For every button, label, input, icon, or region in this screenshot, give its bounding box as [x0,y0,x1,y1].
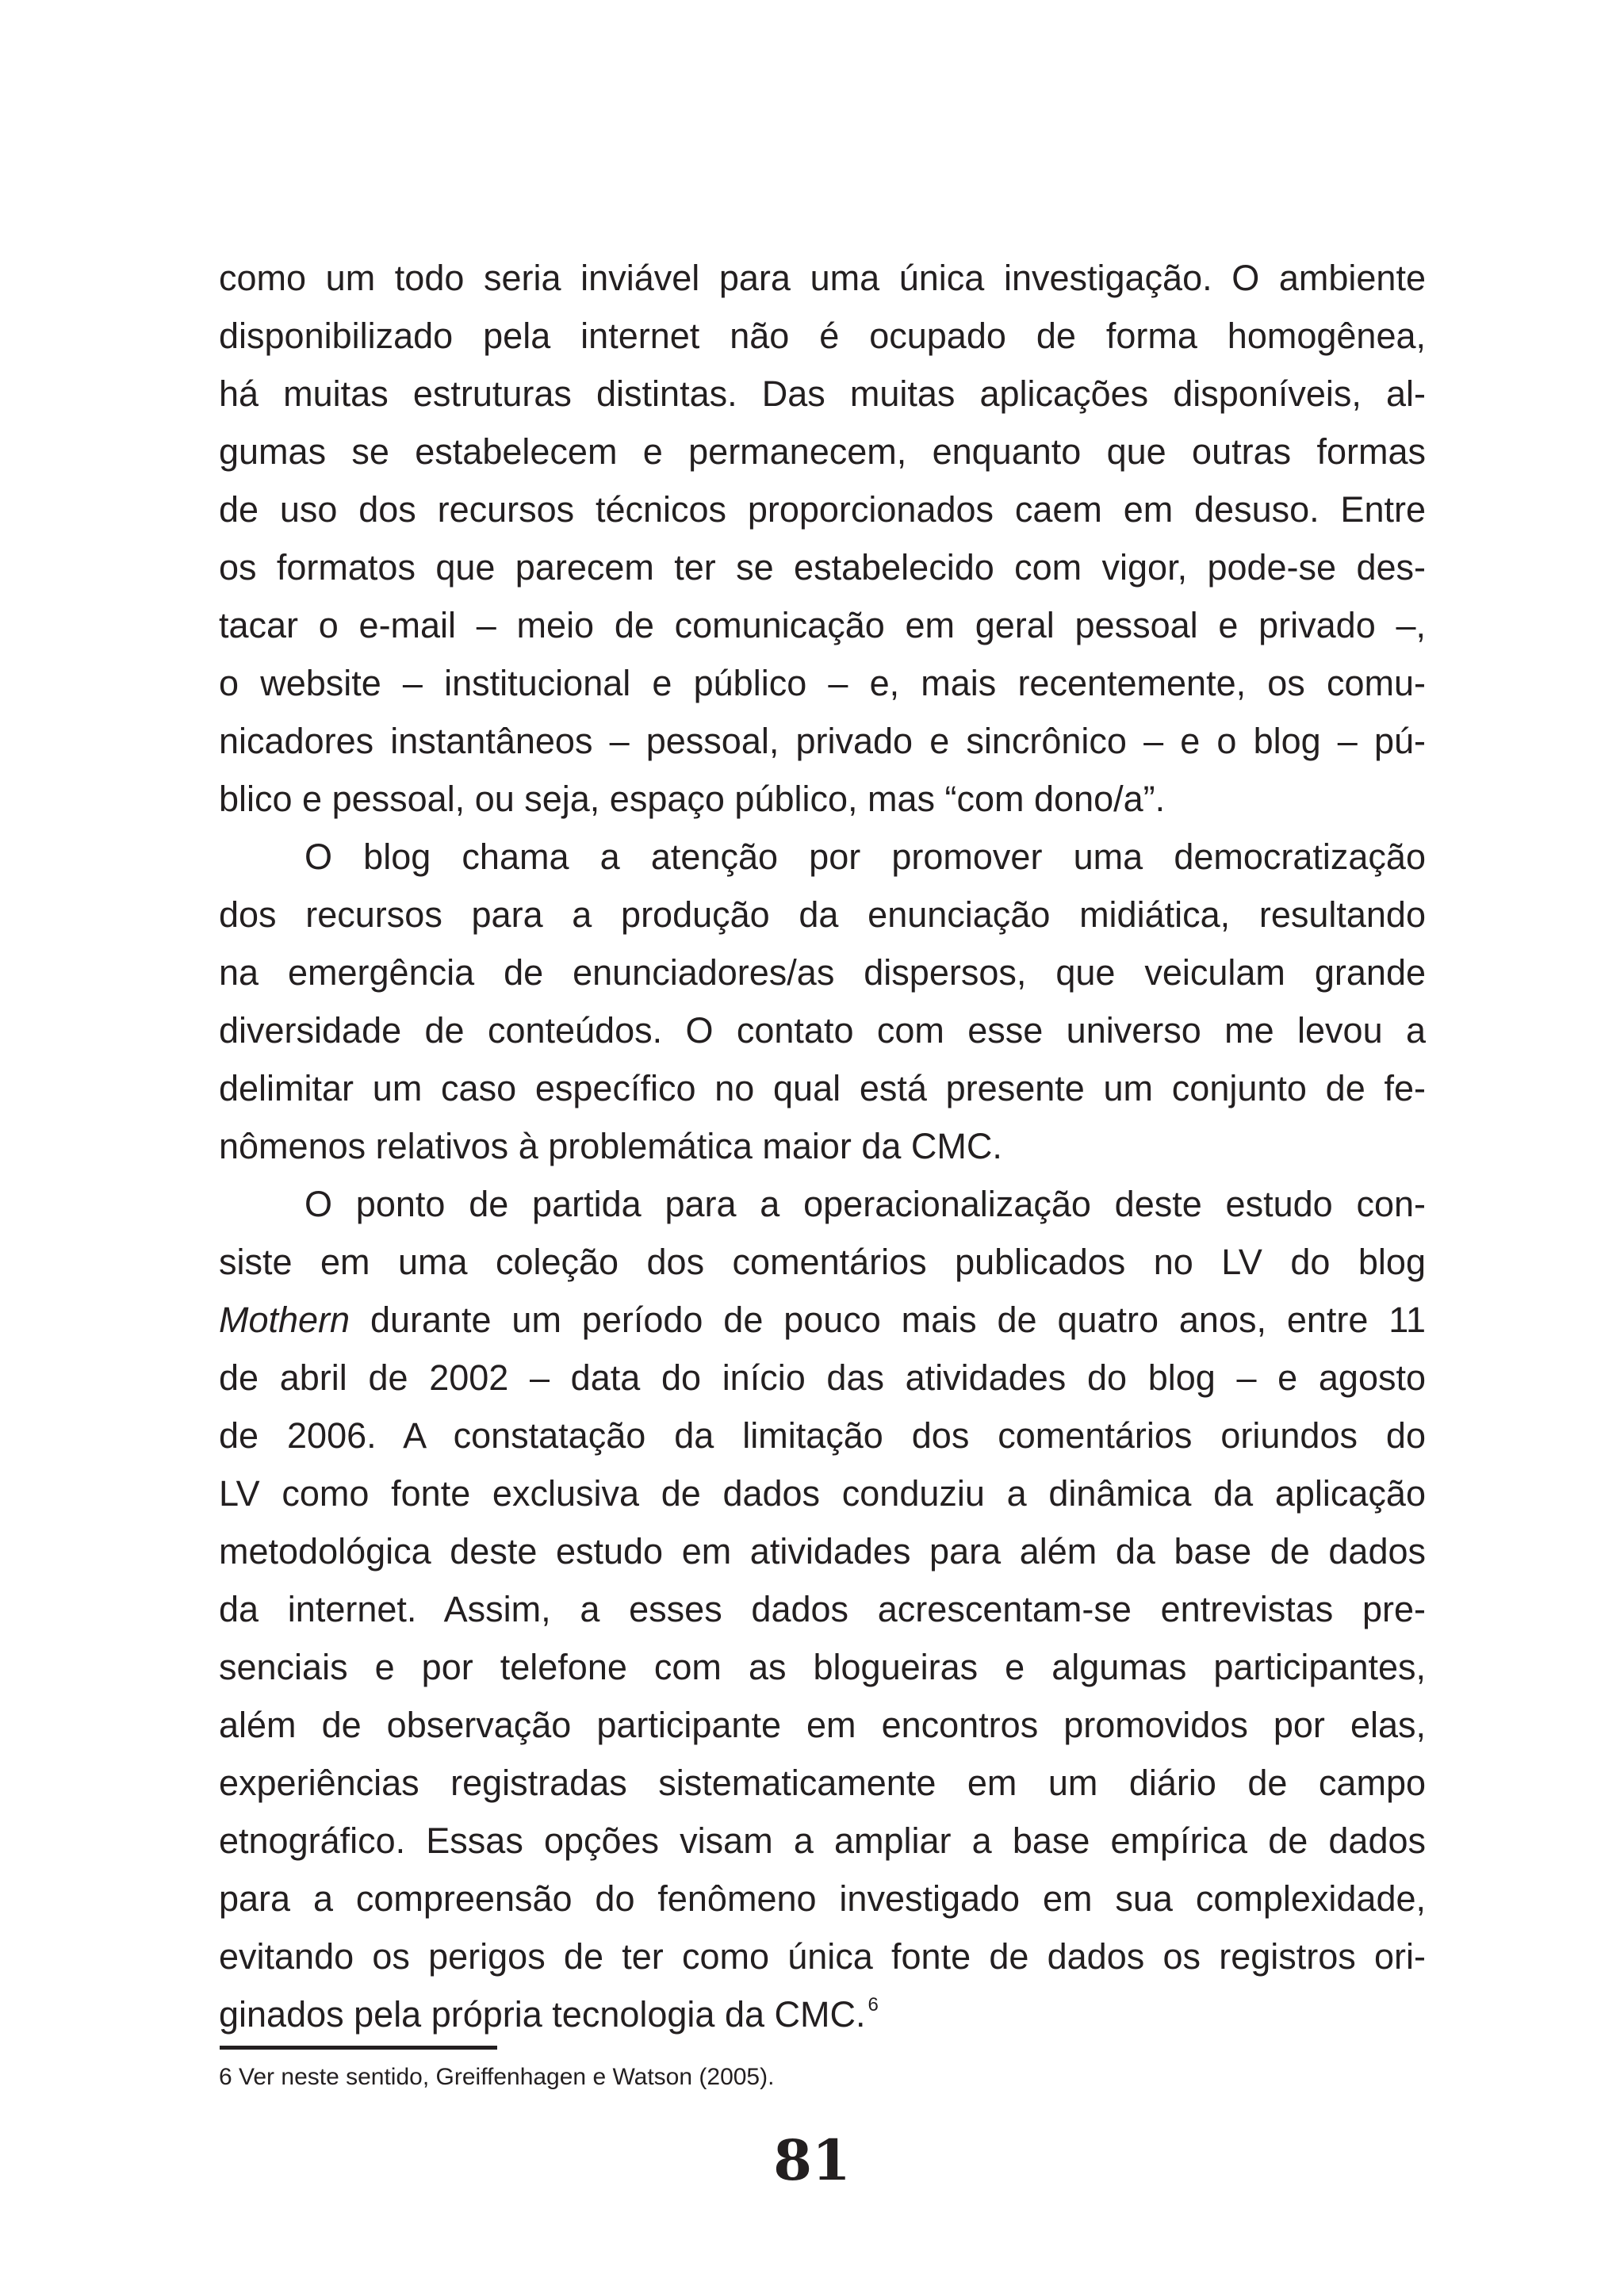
text-line: LV como fonte exclusiva de dados conduziu a dinâmica da aplicação [219,1473,1426,1514]
text-line: disponibilizado pela internet não é ocupado de forma homogênea, [219,316,1426,356]
text-line: evitando os perigos de ter como única fonte de dados os registros ori- [219,1936,1426,1977]
text-line: experiências registradas sistematicamente em um diário de campo [219,1763,1426,1803]
footnote-reference[interactable]: 6 [868,1994,879,2016]
text-line: além de observação participante em encontros promovidos por elas, [219,1705,1426,1745]
paragraph-1 [219,249,1426,828]
text-line-rest: durante um período de pouco mais de quatro anos, entre 11 [370,1300,1426,1340]
text-line: senciais e por telefone com as blogueiras e algumas participantes, [219,1647,1426,1687]
text-line: os formatos que parecem ter se estabelecido com vigor, pode-se des- [219,547,1426,588]
text-line: de uso dos recursos técnicos proporcionados caem em desuso. Entre [219,489,1426,530]
text-line: de 2006. A constatação da limitação dos comentários oriundos do [219,1415,1426,1456]
page-number: 81 [773,2127,851,2193]
text-line-with-italic [219,1291,1426,1349]
footnote-separator [220,2046,497,2050]
text-line: metodológica deste estudo em atividades para além da base de dados [219,1531,1426,1572]
text-line: tacar o e-mail – meio de comunicação em geral pessoal e privado –, [219,605,1426,645]
text-line: de abril de 2002 – data do início das atividades do blog – e agosto [219,1357,1426,1398]
text-line: delimitar um caso específico no qual está presente um conjunto de fe- [219,1068,1426,1108]
paragraph-2 [219,828,1426,1175]
text-line: da internet. Assim, a esses dados acrescentam-se entrevistas pre- [219,1589,1426,1629]
body-text [219,249,1426,2043]
footnote: 6 Ver neste sentido, Greiffenhagen e Watson (2005). [219,2064,775,2090]
text-line: há muitas estruturas distintas. Das muitas aplicações disponíveis, al- [219,373,1426,414]
text-line: dos recursos para a produção da enunciação midiática, resultando [219,894,1426,935]
text-line: siste em uma coleção dos comentários publicados no LV do blog [219,1242,1426,1282]
text-line: nicadores instantâneos – pessoal, privado e sincrônico – e o blog – pú- [219,721,1426,761]
text-line: gumas se estabelecem e permanecem, enquanto que outras formas [219,431,1426,472]
text-line: O ponto de partida para a operacionalização deste estudo con- [304,1184,1426,1224]
text-line: o website – institucional e público – e, mais recentemente, os comu- [219,663,1426,703]
text-line: nômenos relativos à problemática maior da CMC. [219,1126,1002,1166]
italic-blog-name: Mothern [219,1300,350,1340]
text-line-content: ginados pela própria tecnologia da CMC. [219,1994,866,2035]
text-line: O blog chama a atenção por promover uma democratização [304,836,1426,877]
text-line: diversidade de conteúdos. O contato com esse universo me levou a [219,1010,1426,1051]
text-line: etnográfico. Essas opções visam a ampliar a base empírica de dados [219,1820,1426,1861]
text-line: na emergência de enunciadores/as dispersos, que veiculam grande [219,952,1426,993]
text-line-last [219,1985,1426,2043]
paragraph-3 [219,1175,1426,2043]
text-line: blico e pessoal, ou seja, espaço público, mas “com dono/a”. [219,779,1166,819]
text-line: para a compreensão do fenômeno investigado em sua complexidade, [219,1878,1426,1919]
text-line: como um todo seria inviável para uma única investigação. O ambiente [219,258,1426,298]
